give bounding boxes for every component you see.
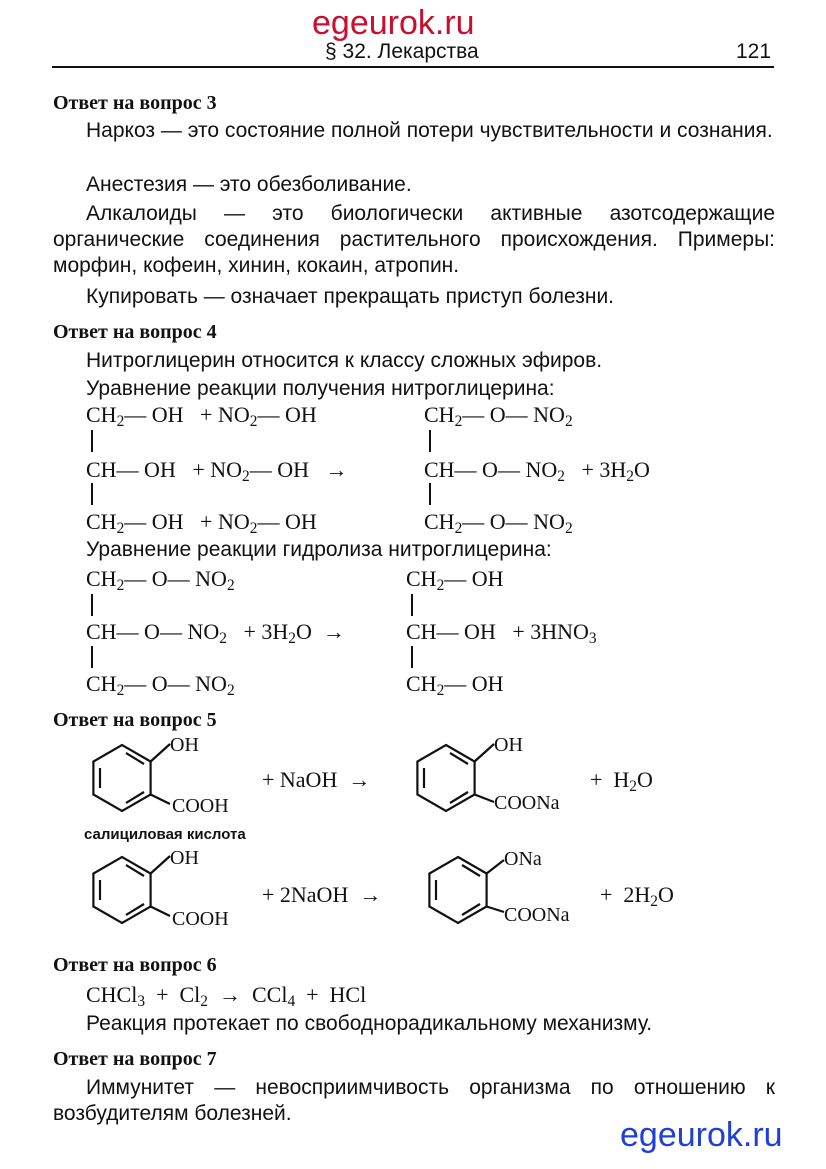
heading-q5: Ответ на вопрос 5: [53, 709, 217, 731]
r2-reagent: + 2NaOH →: [262, 882, 382, 907]
salicylic-acid-caption: салициловая кислота: [84, 826, 246, 843]
q6-equation: CHCl$_3$ + $Cl_2 \to CCl_4$ + HCl: [86, 982, 367, 1010]
page-number: 121: [736, 40, 772, 63]
q4-hydrolysis-title-text: Уравнение реакции гидролиза нитроглицерина:: [86, 538, 552, 561]
r1-prod-coona: COONa: [494, 792, 560, 814]
eq2-prod-row1: $CH_2—$ OH: [406, 566, 504, 594]
q3-alkaloids-text: Алкалоиды — это биологически активные азотсодержащие органические соединения растительного происхождения. Примеры: морфин, кофеин, хинин, кокаин, атропин.: [53, 202, 775, 277]
r2-oh: OH: [170, 847, 199, 869]
q3-narkoz-text: Наркоз — это состояние полной потери чувствительности и сознания.: [86, 119, 773, 142]
q6-mechanism-text: Реакция протекает по свободнорадикальному механизму.: [86, 1012, 653, 1035]
benzene-ring-1: [93, 744, 170, 811]
eq1-row2: CH— OH + $NO_2—$ OH →: [86, 457, 348, 485]
q3-kupirovat-text: Купировать — означает прекращать приступ болезни.: [86, 285, 615, 308]
eq1-row1: $CH_2—$ OH + $NO_2—$ OH: [86, 402, 317, 430]
benzene-ring-2: [417, 744, 494, 811]
r1-cooh: COOH: [172, 795, 229, 817]
r2-prod-ona: ONa: [504, 848, 542, 870]
heading-q4: Ответ на вопрос 4: [53, 321, 217, 343]
eq2-row3: $CH_2—$ O— $NO_2$: [86, 671, 235, 699]
watermark-top: egeurok.ru: [312, 4, 475, 42]
r1-oh: OH: [170, 734, 199, 756]
heading-q6: Ответ на вопрос 6: [53, 954, 217, 976]
eq1-row3: $CH_2—$ OH + $NO_2—$ OH: [86, 509, 317, 537]
eq1-prod-row1: $CH_2—$ O— $NO_2$: [424, 402, 573, 430]
r2-prod-coona: COONa: [504, 904, 570, 926]
watermark-bottom: egeurok.ru: [620, 1116, 783, 1154]
heading-q7: Ответ на вопрос 7: [53, 1048, 217, 1070]
benzene-ring-4: [429, 857, 504, 923]
eq1-prod-row3: $CH_2—$ O— $NO_2$: [424, 509, 573, 537]
r1-water: + $H_2O$: [590, 767, 653, 795]
eq1-prod-row2: CH— O— $NO_2 + 3H_2O$: [424, 457, 650, 485]
eq2-prod-row3: $CH_2—$ OH: [406, 671, 504, 699]
heading-q3: Ответ на вопрос 3: [53, 92, 217, 114]
r2-water: + $2H_2O$: [600, 882, 674, 910]
q4-ester-text: Нитроглицерин относится к классу сложных эфиров.: [86, 349, 603, 372]
eq2-row1: $CH_2—$ O— $NO_2$: [86, 566, 235, 594]
q4-synthesis-title-text: Уравнение реакции получения нитроглицерина:: [86, 377, 555, 400]
q3-anesthesia-text: Анестезия — это обезболивание.: [86, 173, 412, 196]
running-head-title: § 32. Лекарства: [325, 40, 479, 63]
q6-mechanism: [53, 1011, 775, 1037]
benzene-ring-3: [93, 856, 170, 923]
q7-immunity-text: Иммунитет — невосприимчивость организма по отношению к возбудителям болезней.: [53, 1076, 775, 1125]
eq2-prod-row2: CH— OH + $3HNO_3$: [406, 619, 597, 647]
r1-prod-oh: OH: [494, 734, 523, 756]
r2-cooh: COOH: [172, 908, 229, 930]
r1-reagent: + NaOH →: [262, 767, 371, 792]
eq2-row2: CH— O— $NO_2 + 3H_2O$ →: [86, 619, 345, 647]
